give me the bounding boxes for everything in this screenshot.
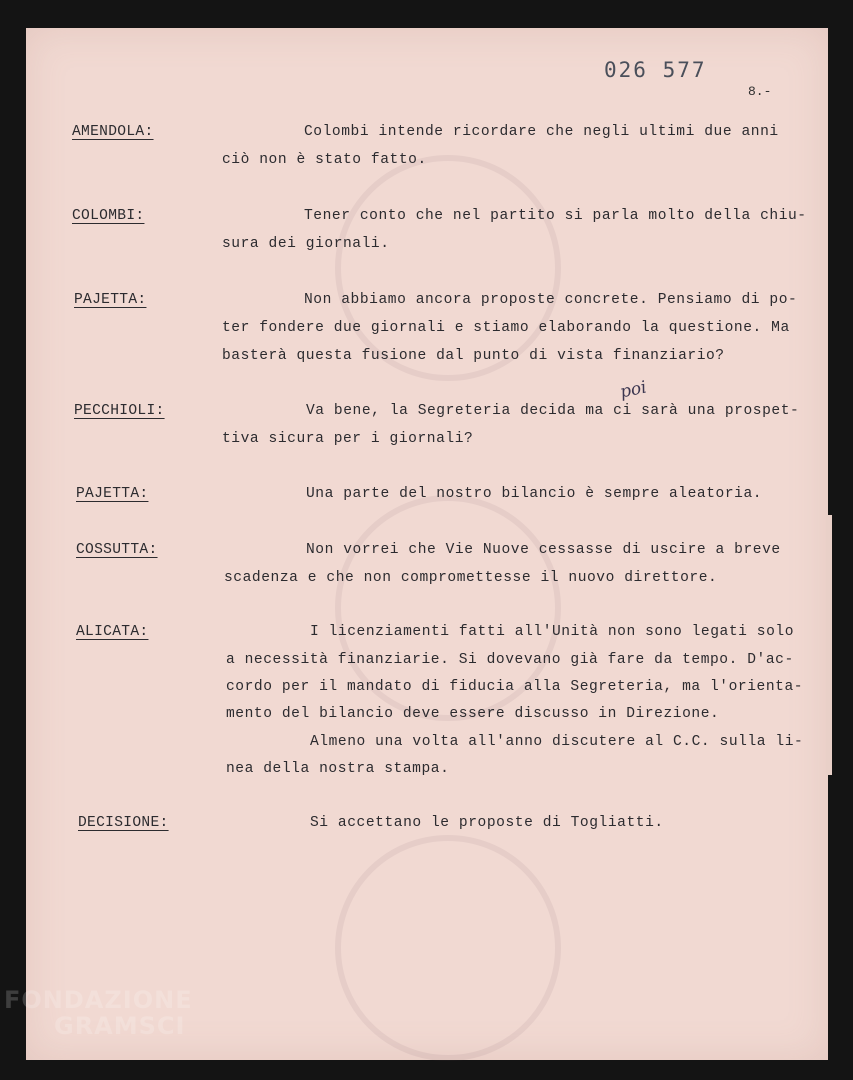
text-line: tiva sicura per i giornali?: [222, 431, 474, 447]
archive-number: 026 577: [604, 58, 707, 82]
text-line: ter fondere due giornali e stiamo elaborando la questione. Ma: [222, 320, 790, 336]
speaker-label: AMENDOLA:: [72, 124, 154, 140]
text-line: nea della nostra stampa.: [226, 761, 450, 777]
speaker-label: PAJETTA:: [74, 292, 147, 308]
text-line: cordo per il mandato di fiducia alla Segreteria, ma l'orienta-: [226, 679, 804, 695]
text-line: Non vorrei che Vie Nuove cessasse di uscire a breve: [306, 542, 781, 558]
text-line: basterà questa fusione dal punto di vista finanziario?: [222, 348, 725, 364]
text-line: Non abbiamo ancora proposte concrete. Pensiamo di po-: [304, 292, 798, 308]
handwritten-insert: poi: [618, 377, 649, 403]
speaker-label: COLOMBI:: [72, 208, 145, 224]
page-number: 8.-: [748, 84, 772, 99]
text-line: mento del bilancio deve essere discusso in Direzione.: [226, 706, 720, 722]
fondazione-gramsci-logo: FONDAZIONE GRAMSCI: [4, 986, 193, 1040]
speaker-label: ALICATA:: [76, 624, 149, 640]
text-line: Va bene, la Segreteria decida ma ci sarà una prospet-: [306, 403, 800, 419]
text-line: Tener conto che nel partito si parla molto della chiu-: [304, 208, 807, 224]
text-line: scadenza e che non compromettesse il nuovo direttore.: [224, 570, 718, 586]
page-edge: [826, 515, 832, 775]
text-line: Si accettano le proposte di Togliatti.: [310, 815, 664, 831]
speaker-label: DECISIONE:: [78, 815, 169, 831]
text-line: Una parte del nostro bilancio è sempre aleatoria.: [306, 486, 763, 502]
speaker-label: COSSUTTA:: [76, 542, 158, 558]
text-line: a necessità finanziarie. Si dovevano già fare da tempo. D'ac-: [226, 652, 794, 668]
text-line: Almeno una volta all'anno discutere al C.C. sulla li-: [310, 734, 804, 750]
speaker-label: PAJETTA:: [76, 486, 149, 502]
text-line: ciò non è stato fatto.: [222, 152, 427, 168]
speaker-label: PECCHIOLI:: [74, 403, 165, 419]
text-line: sura dei giornali.: [222, 236, 390, 252]
text-line: Colombi intende ricordare che negli ultimi due anni: [304, 124, 779, 140]
text-line: I licenziamenti fatti all'Unità non sono legati solo: [310, 624, 794, 640]
